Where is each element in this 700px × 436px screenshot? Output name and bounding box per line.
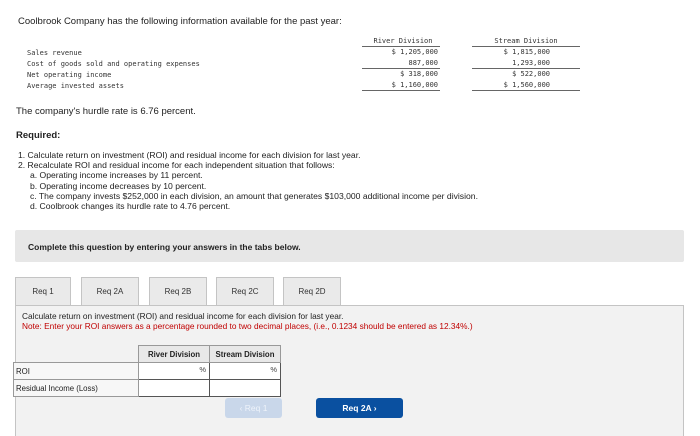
- header-stream: Stream Division: [210, 346, 281, 363]
- required-item: 1. Calculate return on investment (ROI) and residual income for each division for last year.: [18, 150, 361, 160]
- required-list: [18, 150, 478, 211]
- river-cogs: 887,000: [408, 59, 438, 67]
- complete-message: Complete this question by entering your answers in the tabs below.: [28, 242, 301, 252]
- percent-sign: %: [270, 365, 277, 374]
- percent-sign: %: [199, 365, 206, 374]
- intro-text: Coolbrook Company has the following information available for the past year:: [18, 16, 342, 27]
- divider: [362, 68, 440, 69]
- label-cogs: Cost of goods sold and operating expenses: [27, 60, 200, 68]
- river-column: [368, 36, 438, 91]
- roi-stream-input[interactable]: [210, 363, 281, 380]
- required-subitem: b. Operating income decreases by 10 percent.: [30, 180, 207, 191]
- label-assets: Average invested assets: [27, 82, 124, 90]
- stream-sales: $ 1,815,000: [503, 48, 550, 56]
- instructions: [22, 311, 473, 331]
- required-subitem: a. Operating income increases by 11 percent.: [30, 170, 203, 181]
- tab-req-1[interactable]: Req 1: [15, 277, 71, 305]
- required-subitem: d. Coolbrook changes its hurdle rate to 4.76 percent.: [30, 201, 231, 212]
- tab-req-2d[interactable]: Req 2D: [283, 277, 341, 305]
- row-label-roi: ROI: [14, 363, 139, 380]
- stream-cogs: 1,293,000: [512, 59, 550, 67]
- answer-header-row: [14, 346, 281, 363]
- divider: [472, 46, 580, 47]
- instruction-note: Note: Enter your ROI answers as a percentage rounded to two decimal places, (i.e., 0.1234 should be entered as 12.34%.): [22, 321, 473, 331]
- river-noi: $ 318,000: [400, 70, 438, 78]
- divider: [362, 90, 440, 91]
- river-header: River Division: [373, 37, 433, 45]
- tab-req-2a[interactable]: Req 2A: [81, 277, 139, 305]
- tab-strip: [15, 277, 684, 305]
- residual-river-input[interactable]: [139, 380, 210, 397]
- residual-stream-input[interactable]: [210, 380, 281, 397]
- river-assets: $ 1,160,000: [391, 81, 438, 89]
- financial-labels: [27, 48, 200, 92]
- header-river: River Division: [139, 346, 210, 363]
- divider: [472, 68, 580, 69]
- prev-button[interactable]: ‹ Req 1: [225, 398, 282, 418]
- river-sales: $ 1,205,000: [391, 48, 438, 56]
- complete-banner: [15, 230, 684, 262]
- header-blank: [14, 346, 139, 363]
- answer-table: [13, 345, 281, 397]
- stream-noi: $ 522,000: [512, 70, 550, 78]
- stream-assets: $ 1,560,000: [503, 81, 550, 89]
- divider: [362, 46, 440, 47]
- hurdle-text: The company's hurdle rate is 6.76 percent.: [16, 106, 196, 117]
- required-subitem: c. The company invests $252,000 in each division, an amount that generates $103,000 additional income per division.: [30, 190, 478, 201]
- instruction-line: Calculate return on investment (ROI) and residual income for each division for last year.: [22, 311, 344, 321]
- roi-river-input[interactable]: [139, 363, 210, 380]
- table-row: [14, 380, 281, 397]
- next-button[interactable]: Req 2A ›: [316, 398, 403, 418]
- table-row: [14, 363, 281, 380]
- label-noi: Net operating income: [27, 71, 112, 79]
- required-title: Required:: [16, 130, 61, 141]
- tab-req-2c[interactable]: Req 2C: [216, 277, 274, 305]
- row-label-residual-income: Residual Income (Loss): [14, 380, 139, 397]
- label-sales: Sales revenue: [27, 49, 82, 57]
- tab-req-2b[interactable]: Req 2B: [149, 277, 207, 305]
- required-item: 2. Recalculate ROI and residual income for each independent situation that follows:: [18, 160, 335, 171]
- stream-header: Stream Division: [494, 37, 558, 45]
- divider: [472, 90, 580, 91]
- stream-column: [472, 36, 580, 91]
